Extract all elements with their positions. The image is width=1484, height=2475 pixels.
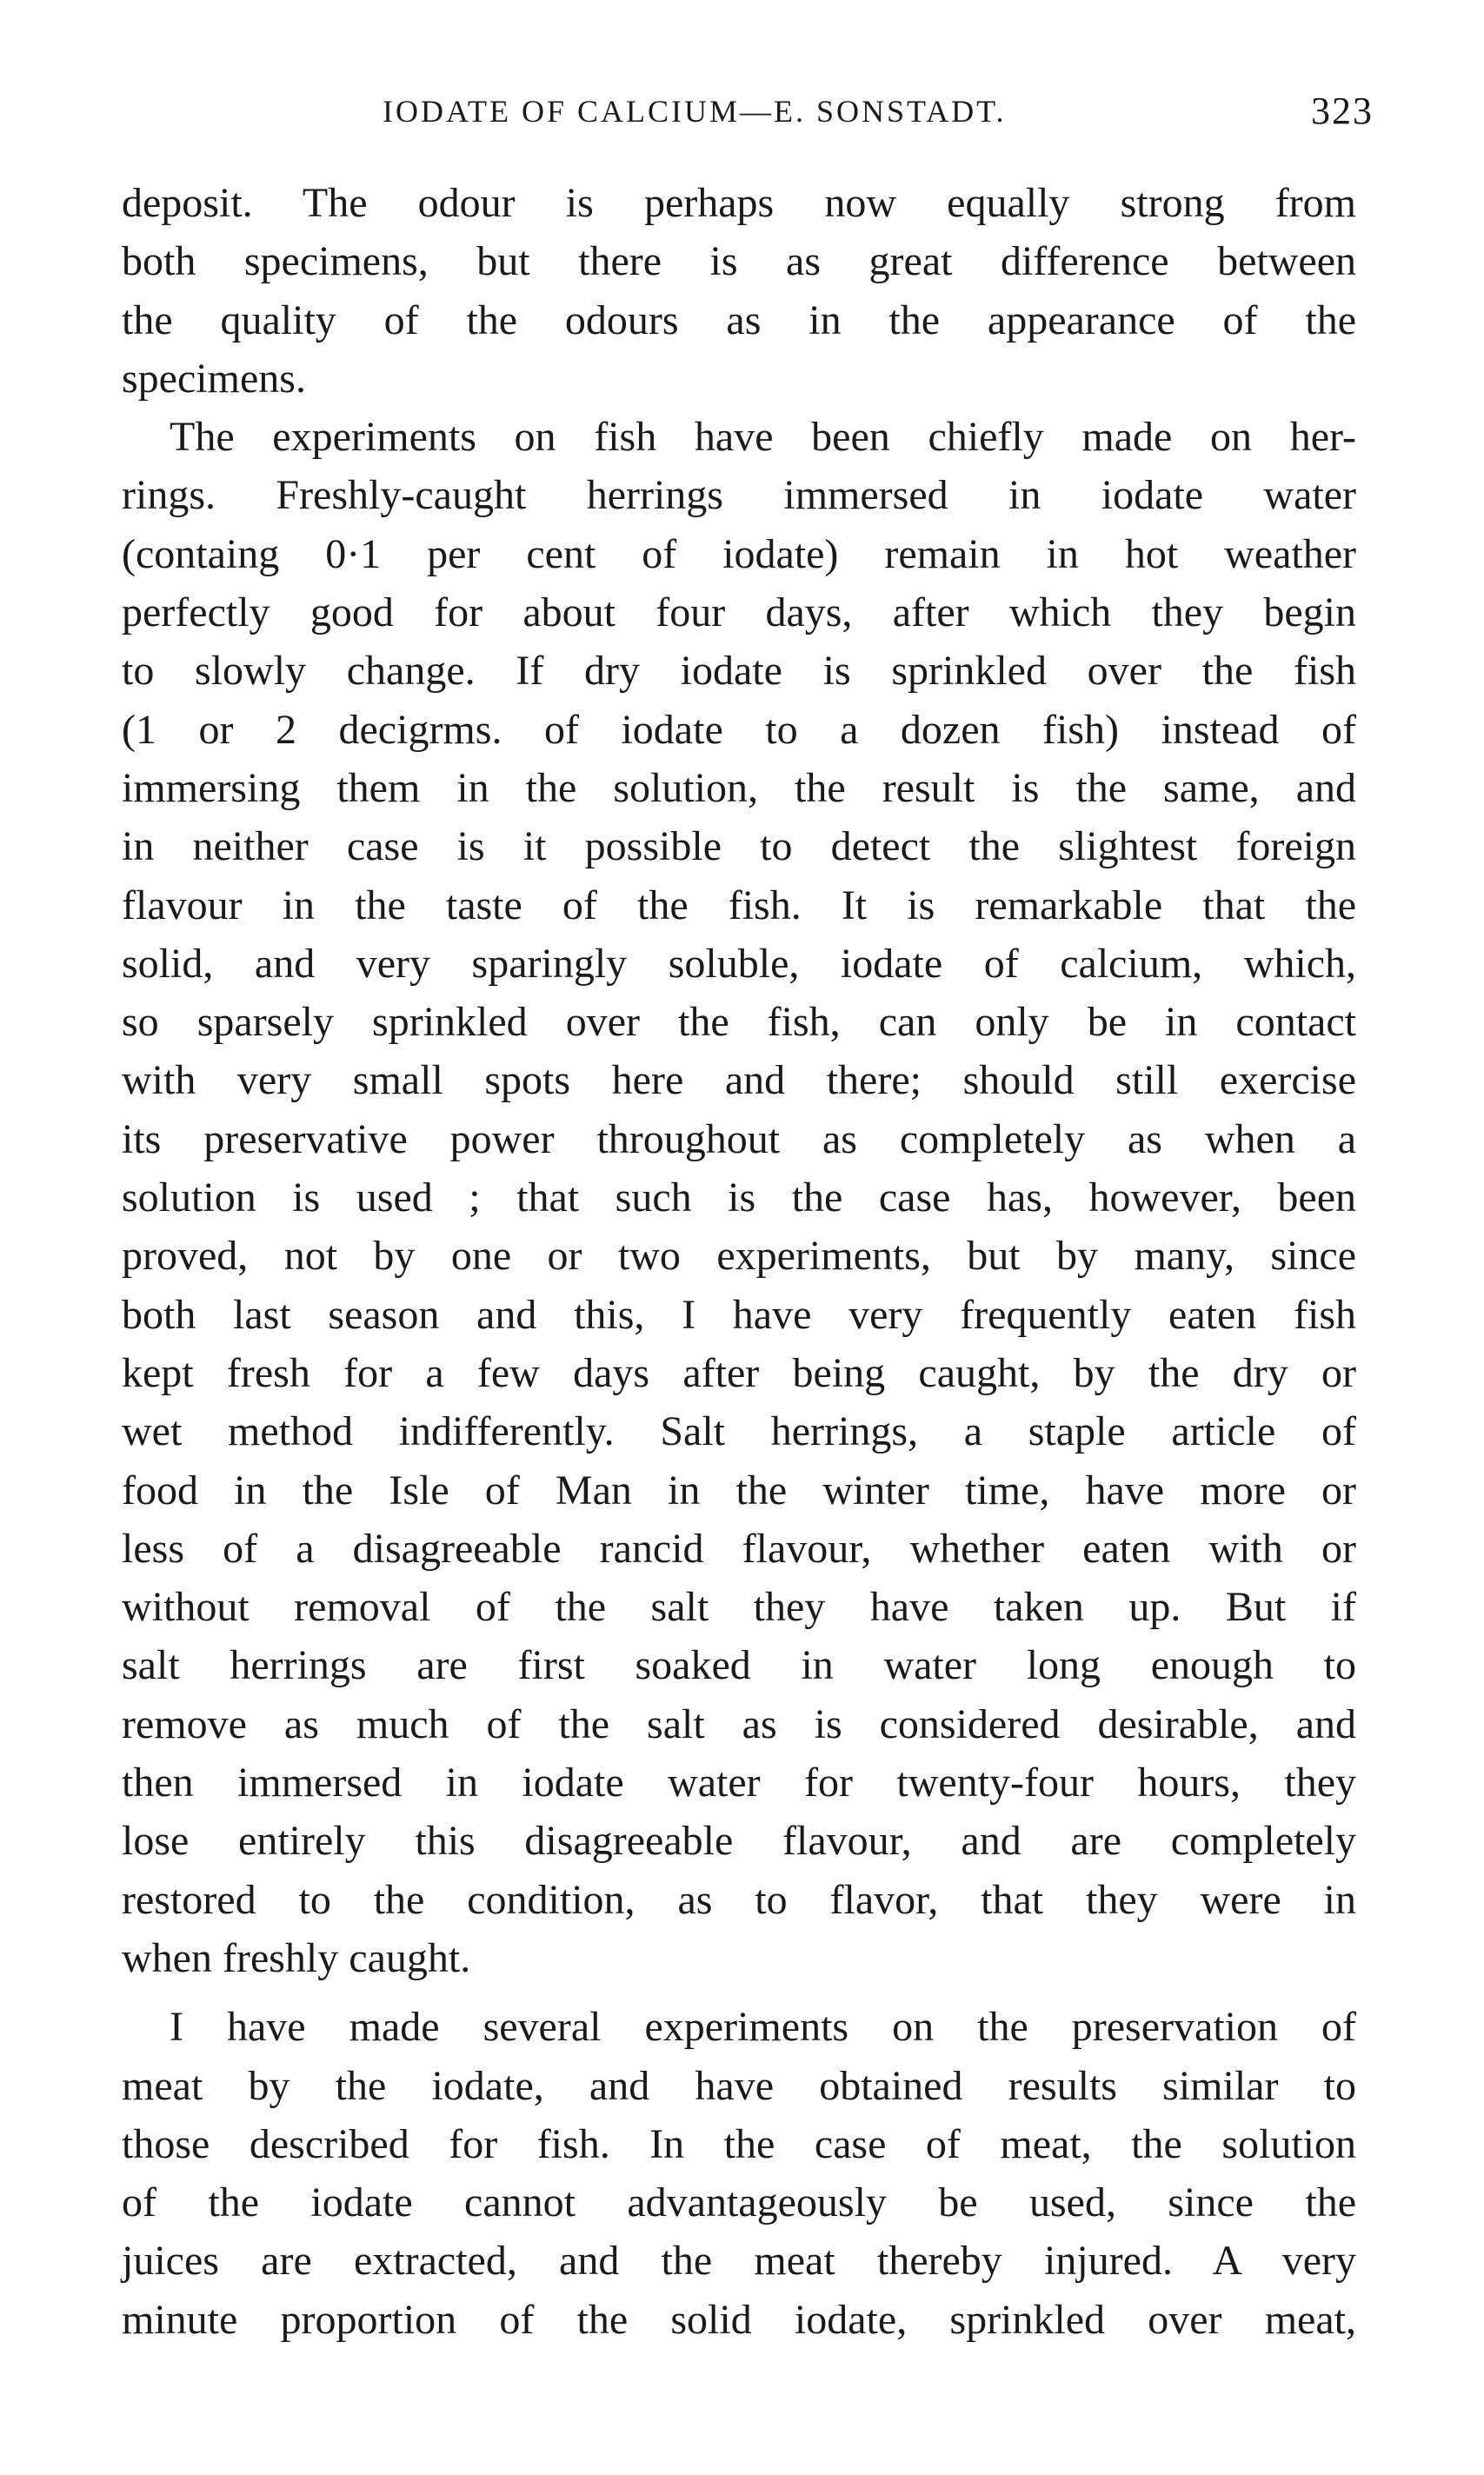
- text-line: solid, and very sparingly soluble, iodate of calcium, which,: [122, 940, 1356, 987]
- text-line: specimens.: [122, 355, 306, 402]
- text-line: when freshly caught.: [122, 1934, 471, 1981]
- text-line: proved, not by one or two experiments, but by many, since: [122, 1233, 1356, 1280]
- paragraph: [122, 1998, 1356, 2349]
- paragraph-gap: [122, 1987, 1356, 1998]
- text-line: with very small spots here and there; should still exercise: [122, 1057, 1356, 1104]
- text-line: food in the Isle of Man in the winter time, have more or: [122, 1467, 1356, 1514]
- page-number: 323: [1311, 90, 1374, 132]
- text-line: both specimens, but there is as great difference between: [122, 238, 1356, 285]
- text-line: those described for fish. In the case of meat, the solution: [122, 2120, 1356, 2167]
- running-title: IODATE OF CALCIUM—E. SONSTADT.: [383, 94, 1007, 129]
- text-line: its preservative power throughout as completely as when a: [122, 1115, 1356, 1162]
- text-line: solution is used ; that such is the case has, however, been: [122, 1174, 1356, 1221]
- text-line: the quality of the odours as in the appearance of the: [122, 296, 1356, 343]
- text-line: I have made several experiments on the preservation of: [170, 2004, 1356, 2051]
- text-line: so sparsely sprinkled over the fish, can only be in contact: [122, 999, 1356, 1046]
- text-line: without removal of the salt they have taken up. But if: [122, 1584, 1356, 1631]
- text-line: lose entirely this disagreeable flavour, and are completely: [122, 1818, 1356, 1865]
- text-line: then immersed in iodate water for twenty-four hours, they: [122, 1760, 1356, 1806]
- paragraph: [122, 408, 1356, 1987]
- body-text: [122, 174, 1356, 2349]
- text-line: wet method indifferently. Salt herrings, a staple article of: [122, 1408, 1356, 1455]
- text-line: (1 or 2 decigrms. of iodate to a dozen fish) instead of: [122, 706, 1356, 753]
- running-head: [122, 85, 1374, 137]
- text-line: to slowly change. If dry iodate is sprinkled over the fish: [122, 648, 1356, 695]
- text-line: of the iodate cannot advantageously be used, since the: [122, 2179, 1356, 2226]
- text-line: meat by the iodate, and have obtained results similar to: [122, 2062, 1356, 2109]
- text-line: both last season and this, I have very frequently eaten fish: [122, 1291, 1356, 1338]
- text-line: restored to the condition, as to flavor, that they were in: [122, 1876, 1356, 1923]
- text-line: rings. Freshly-caught herrings immersed in iodate water: [122, 472, 1356, 519]
- text-line: perfectly good for about four days, after which they begin: [122, 589, 1356, 636]
- text-line: (containg 0·1 per cent of iodate) remain in hot weather: [122, 530, 1356, 577]
- text-line: flavour in the taste of the fish. It is remarkable that the: [122, 882, 1356, 928]
- text-line: less of a disagreeable rancid flavour, whether eaten with or: [122, 1525, 1356, 1572]
- text-line: immersing them in the solution, the result is the same, and: [122, 764, 1356, 811]
- text-line: The experiments on fish have been chiefly made on her-: [170, 414, 1356, 461]
- text-line: salt herrings are first soaked in water long enough to: [122, 1642, 1356, 1689]
- text-line: minute proportion of the solid iodate, sprinkled over meat,: [122, 2296, 1356, 2343]
- text-line: remove as much of the salt as is considered desirable, and: [122, 1700, 1356, 1747]
- text-line: juices are extracted, and the meat thereby injured. A very: [122, 2238, 1356, 2285]
- text-line: kept fresh for a few days after being caught, by the dry or: [122, 1349, 1356, 1396]
- paragraph: [122, 174, 1356, 408]
- text-line: in neither case is it possible to detect the slightest foreign: [122, 823, 1356, 870]
- text-line: deposit. The odour is perhaps now equally strong from: [122, 180, 1356, 226]
